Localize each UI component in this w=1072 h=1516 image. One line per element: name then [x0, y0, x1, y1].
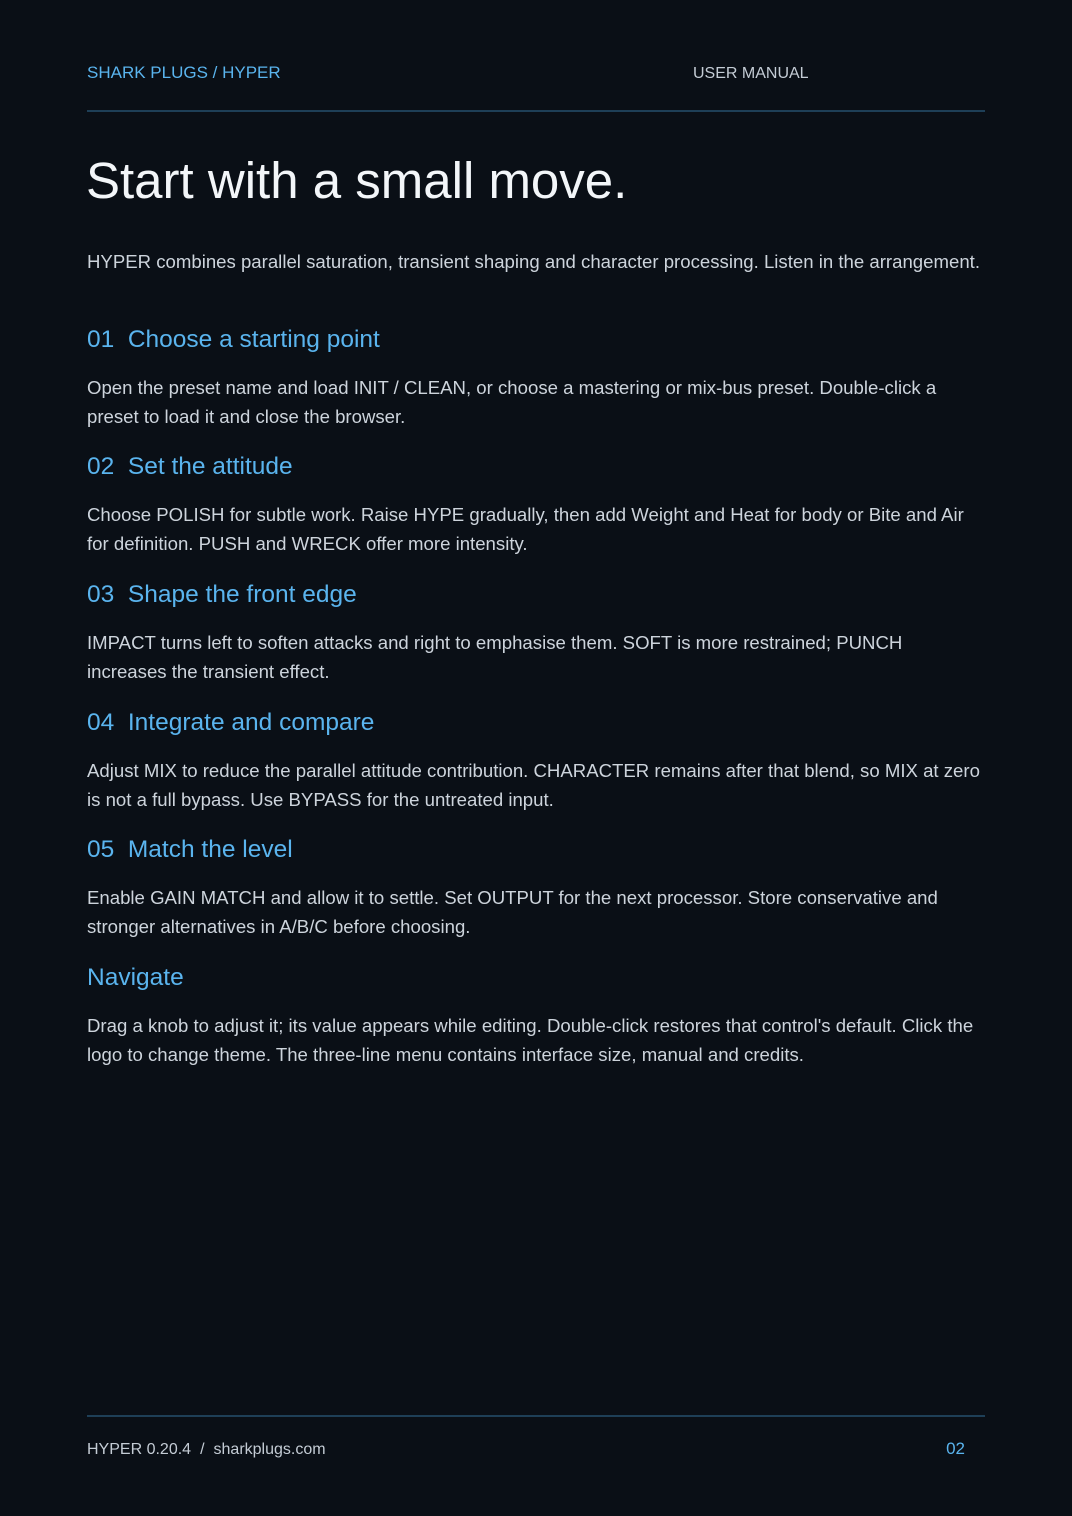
footer-separator: /: [200, 1441, 205, 1458]
section-heading-navigate: Navigate: [87, 964, 184, 991]
footer-info: [87, 1439, 326, 1461]
footer-version: HYPER 0.20.4: [87, 1441, 192, 1458]
section-heading-choose-starting-point: 01 Choose a starting point: [87, 326, 380, 353]
section-body-shape-front-edge: IMPACT turns left to soften attacks and right to emphasise them. SOFT is more restrained; PUNCH increases the transient effect.: [87, 632, 903, 682]
section-body-match-level: Enable GAIN MATCH and allow it to settle. Set OUTPUT for the next processor. Store conservative and stronger alternatives in A/B/C before choosing.: [87, 887, 938, 937]
page-title: Start with a small move.: [86, 152, 628, 209]
brand-label: SHARK PLUGS / HYPER: [87, 63, 281, 82]
section-heading-match-level: 05 Match the level: [87, 836, 293, 863]
section-body-choose-starting-point: Open the preset name and load INIT / CLEAN, or choose a mastering or mix-bus preset. Double-click a preset to load it and close the browser.: [87, 377, 937, 427]
intro-paragraph: HYPER combines parallel saturation, transient shaping and character processing. Listen in the arrangement.: [87, 251, 980, 272]
section-heading-set-attitude: 02 Set the attitude: [87, 453, 293, 480]
document-type-label: USER MANUAL: [693, 65, 809, 82]
section-heading-integrate-compare: 04 Integrate and compare: [87, 709, 375, 736]
section-body-navigate: Drag a knob to adjust it; its value appears while editing. Double-click restores that control's default. Click the logo to change theme. The three-line menu contains interface size, manual and credits.: [87, 1015, 974, 1065]
page-footer: [87, 1415, 985, 1477]
section-body-integrate-compare: Adjust MIX to reduce the parallel attitude contribution. CHARACTER remains after that blend, so MIX at zero is not a full bypass. Use BYPASS for the untreated input.: [87, 760, 980, 810]
section-body-set-attitude: Choose POLISH for subtle work. Raise HYPE gradually, then add Weight and Heat for body or Bite and Air for definition. PUSH and WRECK offer more intensity.: [87, 504, 964, 554]
section-heading-shape-front-edge: 03 Shape the front edge: [87, 581, 357, 608]
page-number: 02: [946, 1439, 965, 1458]
page-header: [87, 62, 985, 112]
footer-site-link[interactable]: sharkplugs.com: [213, 1441, 326, 1458]
